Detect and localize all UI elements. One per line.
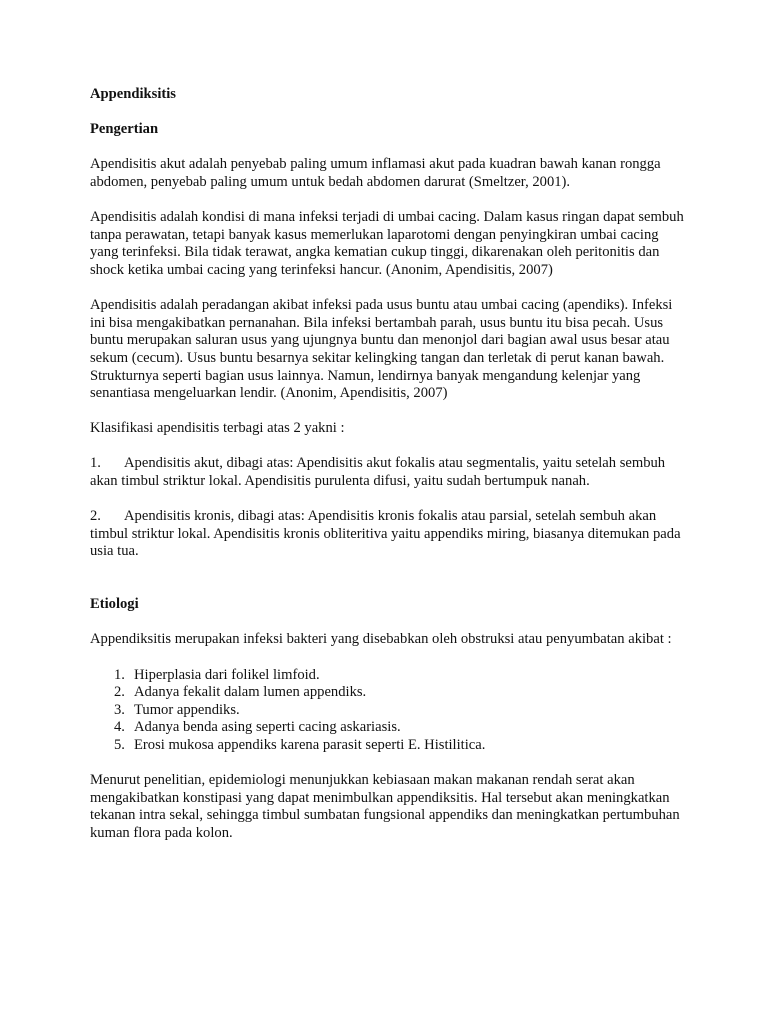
list-text: Erosi mukosa appendiks karena parasit seperti E. Histilitica. [134,736,486,753]
list-item [90,667,690,685]
paragraph-classification-intro: Klasifikasi apendisitis terbagi atas 2 yakni : [90,420,345,437]
list-number: 4. [114,719,125,736]
causes-list [90,667,690,755]
list-item [90,684,690,702]
list-number: 1. [114,666,125,683]
section-heading-etiologi: Etiologi [90,596,139,613]
document-page [90,86,690,843]
list-text: Tumor appendiks. [134,701,240,718]
classification-text: Apendisitis akut, dibagi atas: Apendisitis akut fokalis atau segmentalis, yaitu setelah sembuh akan timbul striktur lokal. Apendisitis purulenta difusi, yaitu sudah bertumpuk nanah. [90,455,666,490]
classification-number: 2. [90,508,101,525]
classification-item-1 [90,455,690,490]
list-text: Adanya fekalit dalam lumen appendiks. [134,684,367,701]
list-text: Adanya benda asing seperti cacing askariasis. [134,719,401,736]
paragraph-epidemiology: Menurut penelitian, epidemiologi menunjukkan kebiasaan makan makanan rendah serat akan mengakibatkan konstipasi yang dapat menimbulkan appendiksitis. Hal tersebut akan meningkatkan tekanan intra sekal, sehingga timbul sumbatan fungsional appendiks dan meningkatkan pertumbuhan kuman flora pada kolon. [90,772,680,841]
list-number: 3. [114,701,125,718]
list-item [90,702,690,720]
list-text: Hiperplasia dari folikel limfoid. [134,666,320,683]
paragraph-definition-2: Apendisitis adalah kondisi di mana infeksi terjadi di umbai cacing. Dalam kasus ringan dapat sembuh tanpa perawatan, tetapi banyak kasus memerlukan laparotomi dengan penyingkiran umbai cacing yang terinfeksi. Bila tidak terawat, angka kematian cukup tinggi, dikarenakan oleh peritonitis dan shock ketika umbai cacing yang terinfeksi hancur. (Anonim, Apendisitis, 2007) [90,209,684,278]
list-number: 2. [114,684,125,701]
list-number: 5. [114,736,125,753]
document-title: Appendiksitis [90,86,176,102]
classification-text: Apendisitis kronis, dibagi atas: Apendisitis kronis fokalis atau parsial, setelah sembuh akan timbul striktur lokal. Apendisitis kronis obliteritiva yaitu appendiks miring, biasanya ditemukan pada usia tua. [90,508,681,560]
section-heading-pengertian: Pengertian [90,121,159,138]
paragraph-definition-1: Apendisitis akut adalah penyebab paling umum inflamasi akut pada kuadran bawah kanan rongga abdomen, penyebab paling umum untuk bedah abdomen darurat (Smeltzer, 2001). [90,156,661,190]
classification-number: 1. [90,455,101,472]
paragraph-definition-3: Apendisitis adalah peradangan akibat infeksi pada usus buntu atau umbai cacing (apendiks). Infeksi ini bisa mengakibatkan pernanahan. Bila infeksi bertambah parah, usus buntu itu bisa pecah. Usus buntu merupakan saluran usus yang ujungnya buntu dan menonjol dari bagian awal usus besar atau sekum (cecum). Usus buntu besarnya sekitar kelingking tangan dan terletak di perut kanan bawah. Strukturnya seperti bagian usus lainnya. Namun, lendirnya banyak mengandung kelenjar yang senantiasa mengeluarkan lendir. (Anonim, Apendisitis, 2007) [90,297,673,402]
list-item [90,719,690,737]
classification-item-2 [90,508,690,561]
list-item [90,737,690,755]
paragraph-etiology-intro: Appendiksitis merupakan infeksi bakteri yang disebabkan oleh obstruksi atau penyumbatan akibat : [90,631,672,648]
